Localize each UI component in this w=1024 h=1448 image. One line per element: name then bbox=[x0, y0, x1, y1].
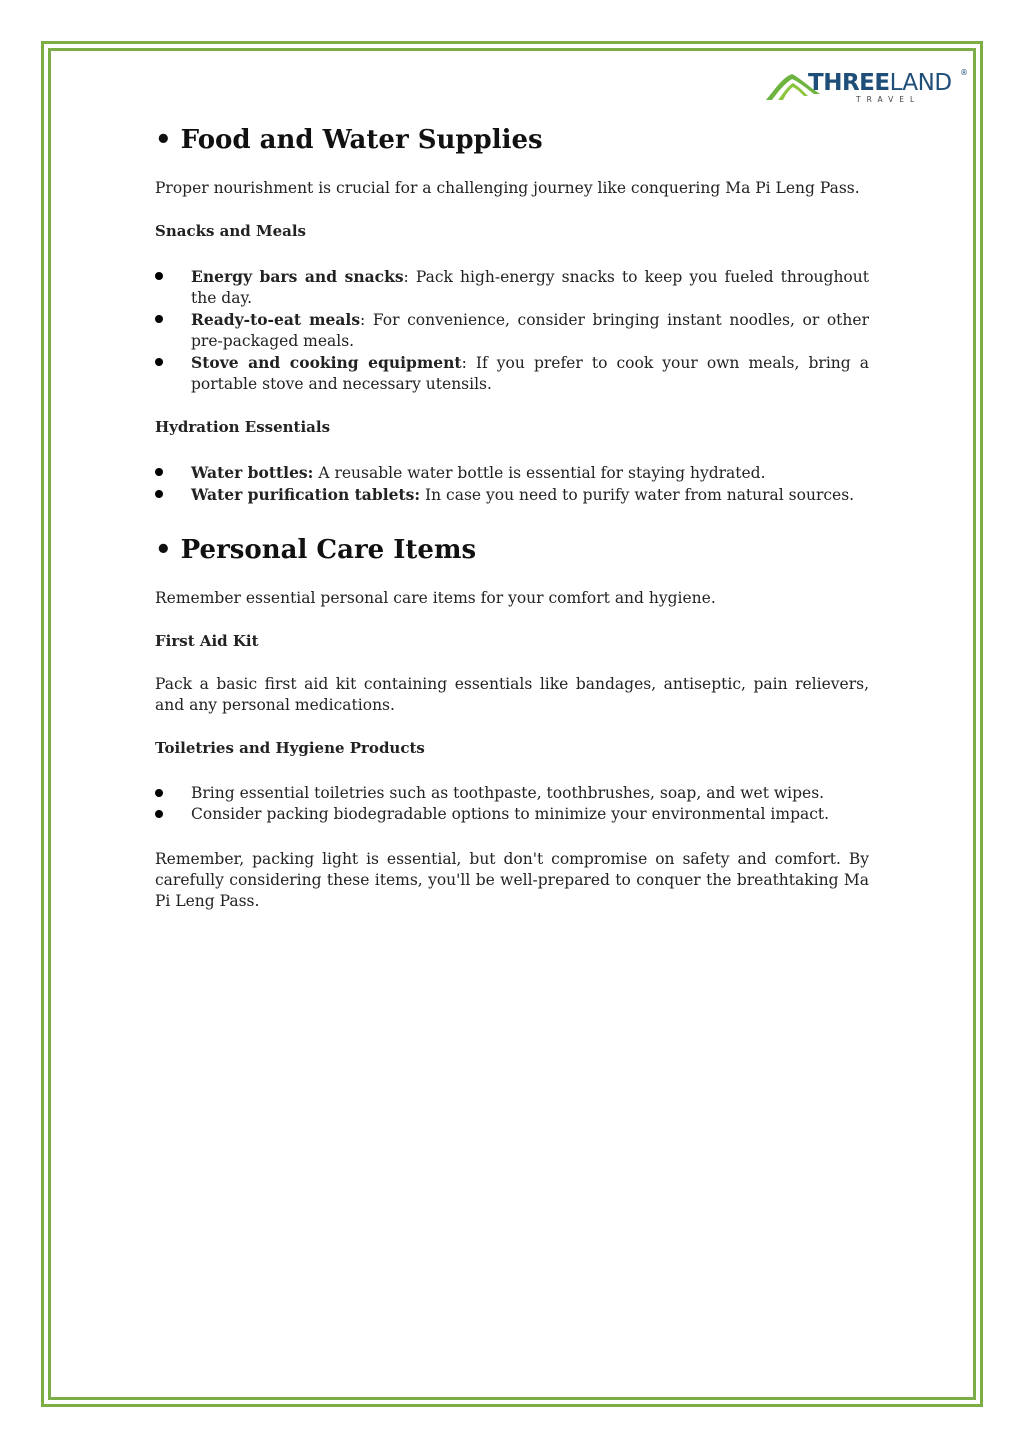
heading-food-water: • Food and Water Supplies bbox=[155, 125, 543, 155]
list-item: Ready-to-eat meals: For convenience, consider bringing instant noodles, or other pre-packaged meals. bbox=[155, 309, 869, 352]
bullet-icon bbox=[155, 490, 163, 498]
logo-registered-mark: ® bbox=[960, 68, 968, 77]
snacks-list bbox=[155, 266, 869, 395]
logo-regular-text: LAND bbox=[889, 70, 952, 96]
closing-paragraph: Remember, packing light is essential, but don't compromise on safety and comfort. By carefully considering these items, you'll be well-prepared to conquer the breathtaking Ma Pi Leng Pass. bbox=[155, 850, 869, 910]
document-body bbox=[155, 120, 869, 912]
bullet-icon bbox=[155, 315, 163, 323]
bullet-icon bbox=[155, 789, 163, 797]
toiletries-list bbox=[155, 783, 869, 825]
subheading-snacks-meals: Snacks and Meals bbox=[155, 222, 306, 240]
food-intro: Proper nourishment is crucial for a challenging journey like conquering Ma Pi Leng Pass. bbox=[155, 179, 860, 197]
heading-personal-care: • Personal Care Items bbox=[155, 535, 477, 565]
logo-bold-text: THREE bbox=[808, 70, 890, 96]
list-item: Water bottles: A reusable water bottle is essential for staying hydrated. bbox=[155, 462, 869, 484]
subheading-hydration: Hydration Essentials bbox=[155, 418, 331, 436]
hydration-list bbox=[155, 462, 869, 506]
list-item: Consider packing biodegradable options to minimize your environmental impact. bbox=[155, 804, 869, 825]
bullet-icon bbox=[155, 358, 163, 366]
list-item: Stove and cooking equipment: If you prefer to cook your own meals, bring a portable stove and necessary utensils. bbox=[155, 352, 869, 395]
list-item: Energy bars and snacks: Pack high-energy snacks to keep you fueled throughout the day. bbox=[155, 266, 869, 309]
subheading-toiletries: Toiletries and Hygiene Products bbox=[155, 739, 425, 757]
logo-wordmark bbox=[808, 70, 952, 96]
first-aid-text: Pack a basic first aid kit containing essentials like bandages, antiseptic, pain relievers, and any personal medications. bbox=[155, 675, 869, 714]
list-item: Water purification tablets: In case you need to purify water from natural sources. bbox=[155, 484, 869, 506]
threeland-logo bbox=[764, 66, 970, 106]
bullet-icon bbox=[155, 810, 163, 818]
list-item: Bring essential toiletries such as toothpaste, toothbrushes, soap, and wet wipes. bbox=[155, 783, 869, 804]
logo-subtitle: TRAVEL bbox=[856, 95, 921, 104]
subheading-first-aid: First Aid Kit bbox=[155, 632, 259, 650]
bullet-icon bbox=[155, 272, 163, 280]
bullet-icon bbox=[155, 468, 163, 476]
personal-care-intro: Remember essential personal care items for your comfort and hygiene. bbox=[155, 589, 716, 607]
